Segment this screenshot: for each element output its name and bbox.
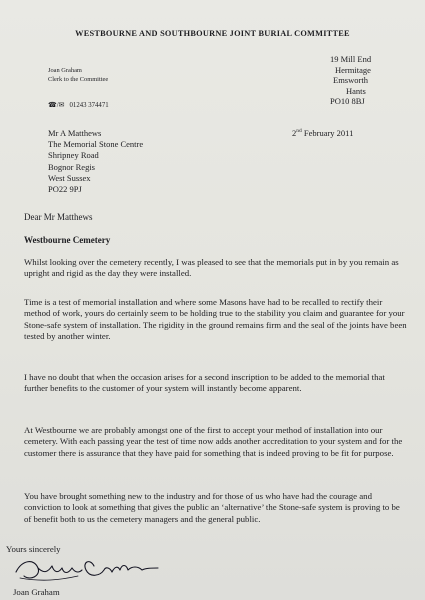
- clerk-name: Joan Graham: [48, 67, 82, 74]
- body-paragraph: I have no doubt that when the occasion arises for a second inscription to be added to the memorial that further benefits to the customer of your system will instantly become apparent.: [24, 372, 385, 394]
- recipient-line: Mr A Matthews: [48, 128, 102, 138]
- phone-line: [48, 101, 109, 109]
- handwritten-signature: [12, 548, 162, 588]
- body-paragraph: You have brought something new to the industry and for those of us who have had the courage and conviction to look at something that gives the public an ‘alternative’ the Stone-safe system is proving to be of benefit both to us the cemetery managers and the general public.: [24, 491, 400, 524]
- recipient-line: West Sussex: [48, 172, 91, 183]
- address-line: Hermitage: [335, 64, 371, 75]
- letter-date: [292, 128, 353, 138]
- date-month-year: February 2011: [301, 128, 354, 138]
- recipient-line: PO22 9PJ: [48, 184, 82, 195]
- signer-name: Joan Graham: [13, 587, 60, 597]
- salutation: Dear Mr Matthews: [24, 212, 93, 222]
- recipient-line: Shripney Road: [48, 150, 99, 161]
- phone-number: 01243 374471: [69, 102, 109, 109]
- address-line: Emsworth: [333, 75, 368, 86]
- body-paragraph: Time is a test of memorial installation and where some Masons have had to be recalled to rectify their method of work, yours do certainly seem to be holding true to the stability you claim and guarantee for your Stone-safe system of installation. The rigidity in the ground remains firm and the seal of the joints have been tested by another winter.: [24, 297, 407, 341]
- body-paragraph: At Westbourne we are probably amongst one of the first to accept your method of installation into our cemetery. With each passing year the test of time now adds another accreditation to your system and for the customer there is assurance that they have paid for something that is indeed proving to be fit for purpose.: [24, 425, 403, 458]
- recipient-address: [48, 128, 143, 195]
- date-suffix: nd: [296, 128, 302, 135]
- recipient-line: The Memorial Stone Centre: [48, 139, 144, 150]
- clerk-title: Clerk to the Committee: [48, 76, 109, 83]
- subject-heading: Westbourne Cemetery: [24, 235, 111, 245]
- closing: Yours sincerely: [6, 544, 61, 554]
- date-day: 2: [292, 128, 297, 138]
- letterhead-title: WESTBOURNE AND SOUTHBOURNE JOINT BURIAL COMMITTEE: [75, 29, 350, 38]
- committee-address: [330, 54, 371, 107]
- telephone-fax-icon: ☎/✉: [48, 101, 65, 109]
- address-line: Hants: [346, 85, 366, 96]
- recipient-line: Bognor Regis: [48, 161, 95, 172]
- clerk-block: [48, 66, 108, 84]
- body-paragraph: Whilst looking over the cemetery recently, I was pleased to see that the memorials put in by you remain as upright and rigid as the day they were installed.: [24, 257, 399, 279]
- address-line: PO10 8BJ: [330, 96, 365, 107]
- address-line: 19 Mill End: [330, 54, 372, 64]
